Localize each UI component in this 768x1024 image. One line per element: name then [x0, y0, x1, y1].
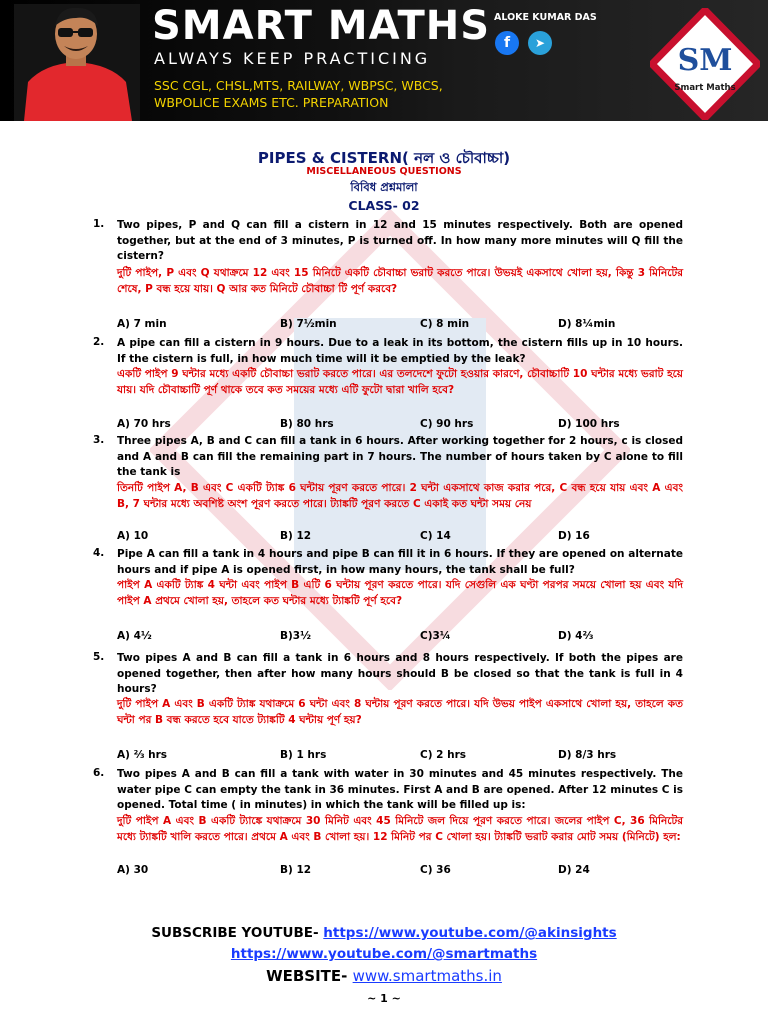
option-a: A) 10 — [117, 530, 149, 542]
option-d: D) 8¼min — [558, 318, 616, 330]
youtube-line-2 — [0, 946, 768, 962]
option-d: D) 8/3 hrs — [558, 749, 617, 761]
option-d: D) 16 — [558, 530, 590, 542]
header-banner — [0, 0, 768, 121]
option-c: C)3¼ — [420, 630, 451, 642]
smart-maths-logo — [650, 8, 760, 120]
option-b: B) 12 — [280, 864, 312, 876]
option-c: C) 90 hrs — [420, 418, 474, 430]
question-text-bn: দুটি পাইপ A এবং B একটি ট্যাঙ্ক যথাক্রমে 6 ঘন্টা এবং 8 ঘন্টায় পূরণ করতে পারে। যদি উভয় পাইপ একসাথে খোলা হয়, তাহলে কত ঘন্টা পর B বন্ধ করতে হবে যাতে ট্যাঙ্কটি 4 ঘন্টায় পূর্ণ হয়? — [117, 698, 683, 726]
option-b: B) 12 — [280, 530, 312, 542]
subscribe-line — [0, 925, 768, 941]
question-text-en: Pipe A can fill a tank in 4 hours and pipe B can fill it in 6 hours. If they are opened on alternate hours and if pipe A is opened first, in how many hours, the tank shall be full? — [117, 548, 683, 576]
page-number: ~ 1 ~ — [367, 992, 401, 1005]
telegram-icon[interactable]: ➤ — [528, 31, 552, 55]
website-line — [0, 967, 768, 985]
question-text-en: Two pipes, P and Q can fill a cistern in 12 and 15 minutes respectively. Both are opened together, but at the end of 3 minutes, P is turned off. In how many more minutes will Q fill the cistern? — [117, 219, 683, 262]
question-number: 6. — [93, 767, 105, 779]
option-b: B) 7½min — [280, 318, 337, 330]
question-text-en: Two pipes A and B can fill a tank in 6 hours and 8 hours respectively. If both the pipes are opened together, then after how many hours should B be closed so that the tank is full in 4 hours? — [117, 652, 683, 695]
option-a: A) ⅔ hrs — [117, 749, 168, 761]
question-number: 1. — [93, 218, 105, 230]
page-title: PIPES & CISTERN( নল ও চৌবাচ্চা) — [257, 149, 511, 167]
facebook-icon[interactable]: f — [495, 31, 519, 55]
logo-letters: SM — [677, 43, 733, 78]
question-text-en: Two pipes A and B can fill a tank with water in 30 minutes and 45 minutes respectively. The water pipe C can empty the tank in 36 minutes. First A and B are opened. After 12 minutes C is opened. Total time ( in minutes) in which the tank will be filled up is: — [117, 768, 683, 811]
option-c: C) 36 — [420, 864, 451, 876]
website-link[interactable]: www.smartmaths.in — [352, 967, 502, 985]
option-d: D) 100 hrs — [558, 418, 620, 430]
website-label: WEBSITE- — [266, 967, 353, 985]
question-text-en: A pipe can fill a cistern in 9 hours. Due to a leak in its bottom, the cistern fills up in 10 hours. If the cistern is full, in how much time will it be emptied by the leak? — [117, 337, 683, 365]
option-a: A) 70 hrs — [117, 418, 171, 430]
question-number: 4. — [93, 547, 105, 559]
author-name: ALOKE KUMAR DAS — [494, 12, 597, 23]
option-a: A) 7 min — [117, 318, 167, 330]
question-text-bn: পাইপ A একটি ট্যাঙ্ক 4 ঘন্টা এবং পাইপ B এটি 6 ঘন্টায় পূরণ করতে পারে। যদি সেগুলি এক ঘণ্টা পরপর সময়ে খোলা হয় এবং যদি পাইপ A প্রথমে খোলা হয়, তাহলে কত ঘন্টার মধ্যে ট্যাঙ্কটি পূর্ণ হবে? — [117, 579, 683, 607]
option-c: C) 14 — [420, 530, 451, 542]
question-number: 2. — [93, 336, 105, 348]
exams-line-2: WBPOLICE EXAMS ETC. PREPARATION — [154, 95, 389, 110]
exams-line-1: SSC CGL, CHSL,MTS, RAILWAY, WBPSC, WBCS, — [154, 78, 443, 93]
option-a: A) 4½ — [117, 630, 152, 642]
logo-caption: Smart Maths — [674, 83, 736, 93]
question-text-bn: দুটি পাইপ A এবং B একটি ট্যাঙ্কে যথাক্রমে 30 মিনিট এবং 45 মিনিটে জল দিয়ে পূরণ করতে পারে। জলের পাইপ C, 36 মিনিটের মধ্যে ট্যাঙ্কটি খালি করতে পারে। প্রথমে A এবং B খোলা হয়। 12 মিনিট পর C খোলা হয়। ট্যাঙ্কটি ভরাট করার মোট সময় (মিনিটে) হল: — [117, 815, 683, 843]
option-d: D) 24 — [558, 864, 590, 876]
youtube-link-akinsights[interactable]: https://www.youtube.com/@akinsights — [323, 925, 617, 941]
subscribe-label: SUBSCRIBE YOUTUBE- — [151, 925, 324, 941]
youtube-link-smartmaths[interactable]: https://www.youtube.com/@smartmaths — [230, 946, 538, 962]
question-number: 3. — [93, 434, 105, 446]
author-photo — [14, 4, 140, 121]
option-c: C) 8 min — [420, 318, 470, 330]
brand-title: SMART MATHS — [152, 3, 491, 49]
page-subtitle: MISCELLANEOUS QUESTIONS — [306, 166, 462, 177]
option-b: B) 1 hrs — [280, 749, 327, 761]
question-text-en: Three pipes A, B and C can fill a tank in 6 hours. After working together for 2 hours, c is closed and A and B can fill the remaining part in 7 hours. The number of hours taken by C alone to fill the tank is — [117, 435, 683, 478]
option-d: D) 4⅔ — [558, 630, 594, 642]
option-b: B) 80 hrs — [280, 418, 334, 430]
brand-tagline: ALWAYS KEEP PRACTICING — [154, 49, 431, 68]
option-b: B)3½ — [280, 630, 311, 642]
question-text-bn: তিনটি পাইপ A, B এবং C একটি ট্যাঙ্ক 6 ঘন্টায় পূরণ করতে পারে। 2 ঘন্টা একসাথে কাজ করার পরে, C বন্ধ হয়ে যায় এবং A এবং B, 7 ঘন্টার মধ্যে অবশিষ্ট অংশ পূরণ করতে পারে। ট্যাঙ্কটি পূরণ করতে C একাই কত ঘন্টা সময় নেয় — [117, 482, 683, 510]
class-label: CLASS- 02 — [348, 198, 420, 213]
question-text-bn: দুটি পাইপ, P এবং Q যথাক্রমে 12 এবং 15 মিনিটে একটি চৌবাচ্চা ভরাট করতে পারে। উভয়ই একসাথে খোলা হয়, কিন্তু 3 মিনিটের শেষে, P বন্ধ হয়ে যায়। Q আর কত মিনিটে চৌবাচ্চা টি পূর্ণ করবে? — [117, 267, 683, 295]
option-a: A) 30 — [117, 864, 149, 876]
option-c: C) 2 hrs — [420, 749, 467, 761]
question-number: 5. — [93, 651, 105, 663]
page-subtitle-bengali: বিবিধ প্রশ্নমালা — [350, 180, 418, 194]
question-text-bn: একটি পাইপ 9 ঘন্টার মধ্যে একটি চৌবাচ্চা ভরাট করতে পারে। এর তলদেশে ফুটো হওয়ার কারণে, চৌবাচ্চাটি 10 ঘন্টার মধ্যে ভরাট হয়ে যায়। যদি চৌবাচ্চাটি পূর্ণ থাকে তবে কত সময়ের মধ্যে এটি ফুটো দ্বারা খালি হবে? — [117, 368, 683, 396]
